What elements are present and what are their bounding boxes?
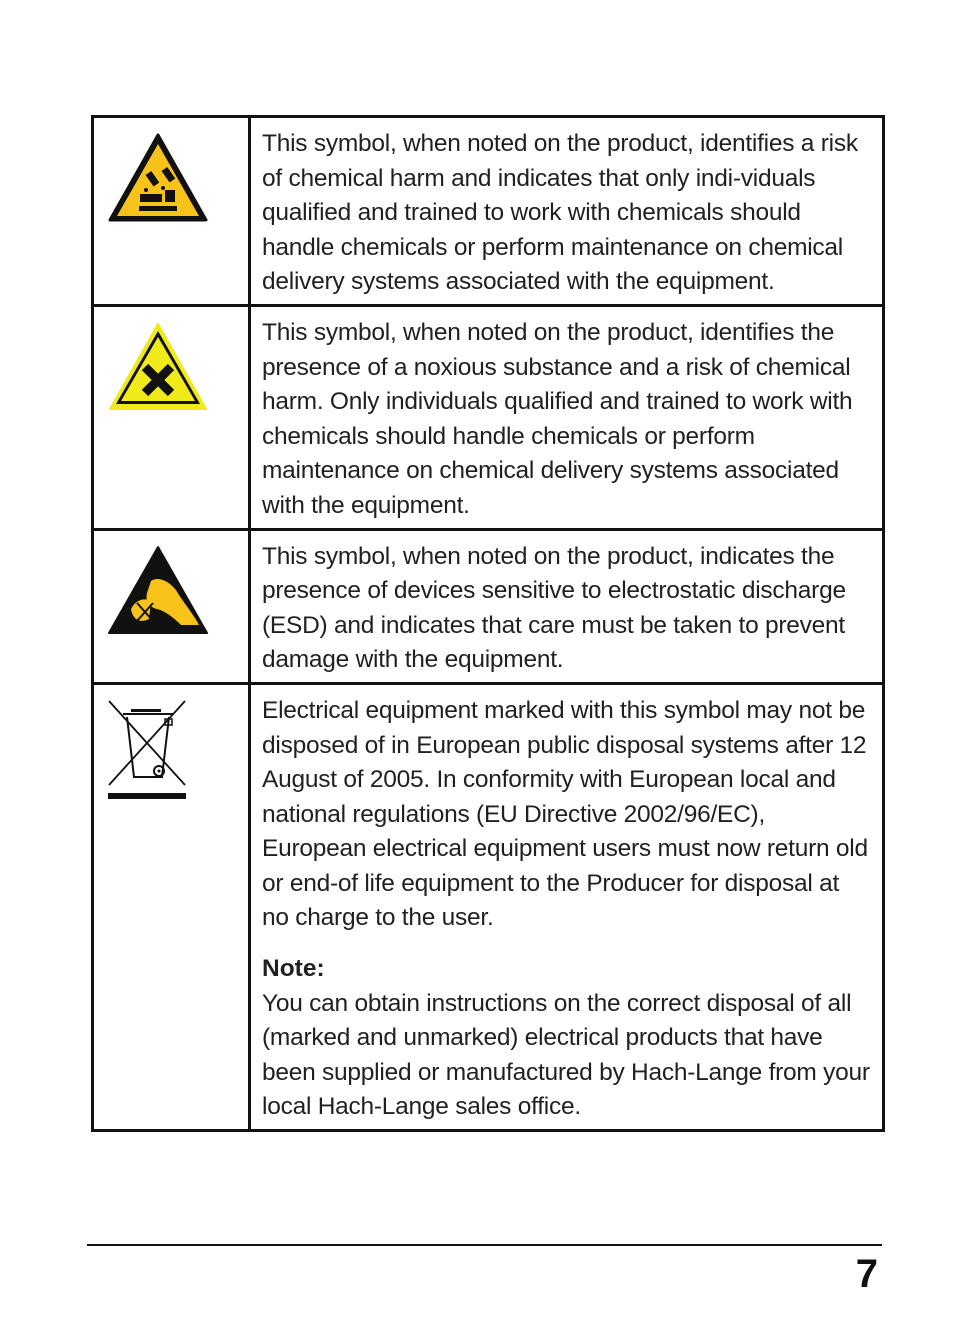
table-row bbox=[93, 683, 884, 1130]
table-row bbox=[93, 529, 884, 683]
icon-cell bbox=[93, 117, 250, 306]
symbol-table bbox=[91, 115, 885, 1132]
esd-sensitive-icon bbox=[107, 545, 209, 637]
note-label: Note: bbox=[262, 955, 325, 983]
table-row bbox=[93, 117, 884, 306]
chemical-hazard-icon bbox=[107, 132, 209, 224]
symbol-description: This symbol, when noted on the product, indicates the presence of devices sensitive to electrostatic discharge (ESD) and indicates that care must be taken to prevent damage with the equipment. bbox=[262, 542, 846, 674]
symbol-description: This symbol, when noted on the product, identifies a risk of chemical harm and indicates that only indi-viduals qualified and trained to work with chemicals should handle chemicals or perform maintenance on chemical delivery systems associated with the equipment. bbox=[262, 130, 858, 296]
text-cell bbox=[250, 305, 884, 529]
text-cell bbox=[250, 529, 884, 683]
text-cell bbox=[250, 683, 884, 1130]
page-number: 7 bbox=[855, 1252, 878, 1296]
symbol-description: This symbol, when noted on the product, identifies the presence of a noxious substance and a risk of chemical harm. Only individuals qualified and trained to work with chemicals should handle chemicals or perform maintenance on chemical delivery systems associated with the equipment. bbox=[262, 318, 853, 519]
weee-crossed-bin-icon bbox=[107, 699, 189, 803]
icon-cell bbox=[93, 305, 250, 529]
harmful-substance-icon bbox=[107, 321, 209, 413]
note-text: You can obtain instructions on the correct disposal of all (marked and unmarked) electrical products that have been supplied or manufactured by Hach-Lange from your local Hach-Lange sales office. bbox=[262, 989, 870, 1121]
table-row bbox=[93, 305, 884, 529]
icon-cell bbox=[93, 529, 250, 683]
icon-cell bbox=[93, 683, 250, 1130]
text-cell bbox=[250, 117, 884, 306]
symbol-description: Electrical equipment marked with this symbol may not be disposed of in European public disposal systems after 12 August of 2005. In conformity with European local and national regulations (EU Directive 2002/96/EC), European electrical equipment users must now return old or end-of life equipment to the Producer for disposal at no charge to the user. bbox=[262, 696, 868, 932]
footer-rule bbox=[87, 1244, 882, 1246]
